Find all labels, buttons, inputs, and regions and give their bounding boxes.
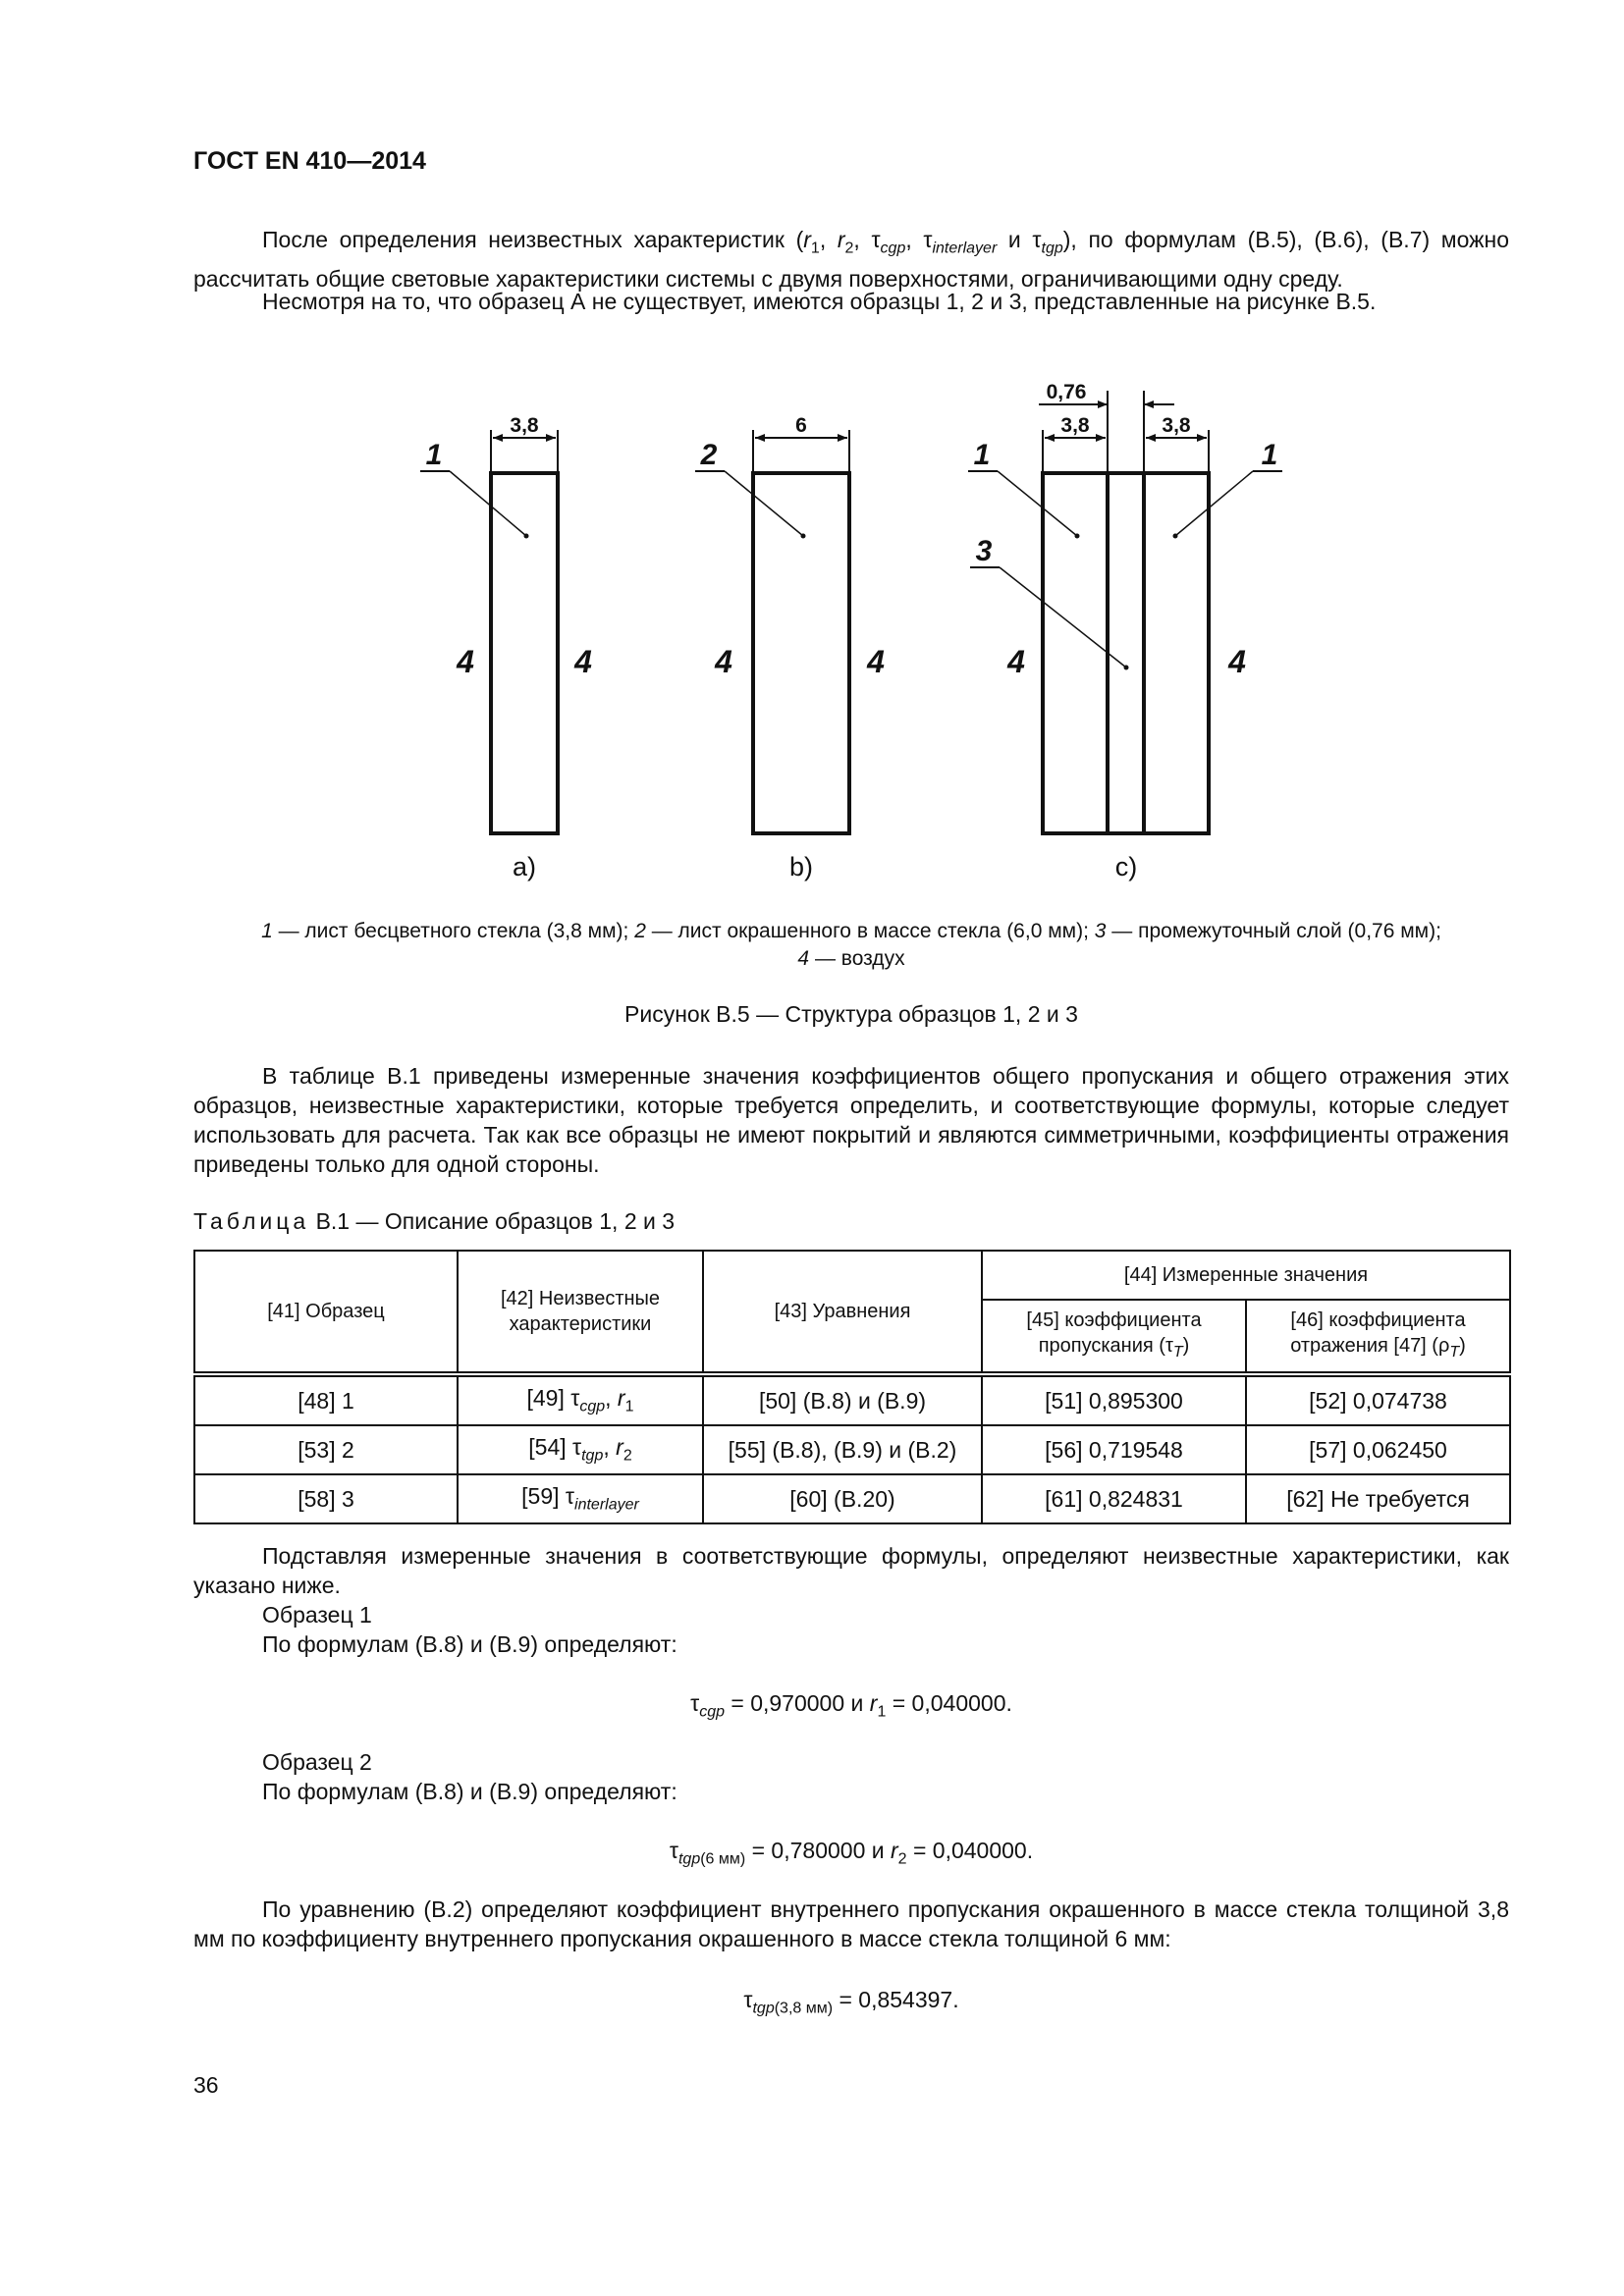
- header-equations: [43] Уравнения: [703, 1251, 982, 1374]
- page-number: 36: [193, 2072, 219, 2098]
- intro-paragraph: После определения неизвестных характеристик ($r_1$, $r_2$, $\tau_{cgp}$, $\tau_{interlayer}$ и $\tau_{tgp}$), по формулам (B.5), (B.6), (B.7) можно рассчитать общие световые характеристики системы с двумя поверхностями, ограничивающими одну среду.: [193, 227, 1510, 292]
- table-title: Таблица B.1 — Описание образцов 1, 2 и 3: [193, 1208, 676, 1234]
- figure-b5: [0, 353, 1624, 903]
- header-reflectance: [46] коэффициента отражения [47] $(\rho_T)$: [1246, 1300, 1510, 1374]
- table-intro-paragraph: В таблице B.1 приведены измеренные значения коэффициентов общего пропускания и общего отражения этих образцов, неизвестные характеристики, которые требуется определить, и соответствующие формулы, которые следует использовать для расчета. Так как все образцы не имеют покрытий и являются симметричными, коэффициенты отражения приведены только для одной стороны.: [193, 1063, 1509, 1177]
- header-sample: [41] Образец: [194, 1251, 458, 1374]
- callout-1: 1: [1261, 439, 1278, 471]
- figure-caption: Рисунок B.5 — Структура образцов 1, 2 и 3: [624, 1001, 1078, 1027]
- results-intro-paragraph: Подставляя измеренные значения в соответствующие формулы, определяют неизвестные характеристики, как указано ниже.: [193, 1543, 1509, 1598]
- sublabel-a: a): [512, 852, 537, 881]
- formula-3: $\tau_{tgp(3,8 мм)} = 0,854397$.: [743, 1987, 959, 2017]
- header-transmittance: [45] коэффициента пропускания $(\tau_T)$: [982, 1300, 1246, 1374]
- callout-1: 1: [973, 439, 991, 471]
- figure-legend: 1 — лист бесцветного стекла (3,8 мм); 2 — лист окрашенного в массе стекла (6,0 мм); 3 — промежуточный слой (0,76 мм); 4 — воздух: [261, 920, 1441, 970]
- sample-b: [695, 414, 885, 881]
- table-row: [58] 3 [59] $\tau_{interlayer}$ [60] (B.20) [61] 0,824831 [62] Не требуется: [194, 1474, 1510, 1523]
- sample-1-heading: Образец 1: [262, 1602, 372, 1628]
- dim-b: 6: [795, 414, 807, 437]
- callout-2: 2: [700, 439, 718, 471]
- sample-2-heading: Образец 2: [262, 1749, 372, 1775]
- header-unknown: [42] Неизвестные характеристики: [458, 1251, 703, 1374]
- sublabel-b: b): [788, 852, 814, 881]
- document-header: ГОСТ EN 410—2014: [193, 147, 426, 175]
- callout-4: 4: [1228, 644, 1246, 679]
- callout-3: 3: [975, 535, 993, 567]
- formula-1: $\tau_{cgp} = 0,970000$ и $r_1 = 0,040000$.: [690, 1690, 1012, 1721]
- sample-2-text: По формулам (B.8) и (B.9) определяют:: [262, 1779, 677, 1804]
- dim-c-right: 3,8: [1162, 414, 1191, 437]
- tinted-glass-paragraph: По уравнению (B.2) определяют коэффициент внутреннего пропускания окрашенного в массе стекла толщиной 3,8 мм по коэффициенту внутреннего пропускания окрашенного в массе стекла толщиной 6 мм:: [193, 1896, 1509, 1951]
- sublabel-c: c): [1114, 852, 1138, 881]
- sample-c: [968, 381, 1282, 881]
- samples-table: [193, 1250, 1511, 1524]
- intro-paragraph-2: Несмотря на то, что образец А не существует, имеются образцы 1, 2 и 3, представленные на рисунке B.5.: [262, 289, 1377, 314]
- callout-4: 4: [457, 644, 474, 679]
- dim-c-left: 3,8: [1060, 414, 1090, 437]
- callout-4: 4: [867, 644, 885, 679]
- dim-c-interlayer: 0,76: [1046, 381, 1087, 403]
- table-row: [48] 1 [49] $\tau_{cgp}$, $r_1$ [50] (B.8) и (B.9) [51] 0,895300 [52] 0,074738: [194, 1374, 1510, 1425]
- table-row: [53] 2 [54] $\tau_{tgp}$, $r_2$ [55] (B.8), (B.9) и (B.2) [56] 0,719548 [57] 0,062450: [194, 1425, 1510, 1474]
- callout-4: 4: [1007, 644, 1025, 679]
- callout-4: 4: [715, 644, 732, 679]
- callout-1: 1: [425, 439, 443, 471]
- callout-4: 4: [574, 644, 592, 679]
- formula-2: $\tau_{tgp(6 мм)} = 0,780000$ и $r_2 = 0,040000$.: [669, 1838, 1034, 1868]
- sample-1-text: По формулам (B.8) и (B.9) определяют:: [262, 1631, 677, 1657]
- header-measured: [44] Измеренные значения: [982, 1251, 1510, 1300]
- sample-a: [420, 414, 592, 881]
- dim-a: 3,8: [510, 414, 539, 437]
